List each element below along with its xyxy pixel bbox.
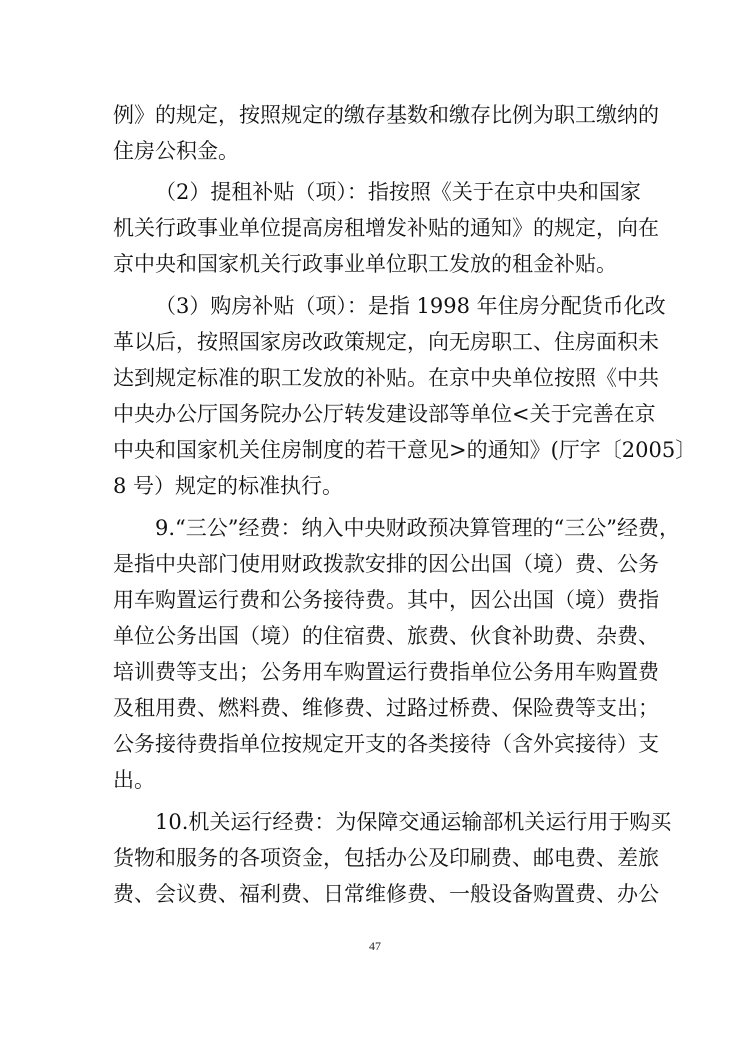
text-line: 9.“三公”经费：纳入中央财政预决算管理的“三公”经费， [155,516,680,540]
text-line: 是指中央部门使用财政拨款安排的因公出国（境）费、公务 [113,552,659,576]
text-line: 出。 [113,768,155,792]
text-line: 8 号）规定的标准执行。 [113,474,344,498]
text-line: 达到规定标准的职工发放的补贴。在京中央单位按照《中共 [113,366,659,390]
text-line: 住房公积金。 [113,139,239,163]
text-line: （3）购房补贴（项）：是指 1998 年住房分配货币化改 [155,294,666,318]
text-line: 货物和服务的各项资金，包括办公及印刷费、邮电费、差旅 [113,846,659,870]
text-line: 培训费等支出；公务用车购置运行费指单位公务用车购置费 [113,660,659,684]
text-line: 用车购置运行费和公务接待费。其中，因公出国（境）费指 [113,588,659,612]
text-line: 革以后，按照国家房改政策规定，向无房职工、住房面积未 [113,330,659,354]
text-line: 单位公务出国（境）的住宿费、旅费、伙食补助费、杂费、 [113,624,659,648]
text-line: 费、会议费、福利费、日常维修费、一般设备购置费、办公 [113,882,659,906]
text-line: 中央办公厅国务院办公厅转发建设部等单位<关于完善在京 [113,402,656,426]
text-line: 例》的规定，按照规定的缴存基数和缴存比例为职工缴纳的 [113,103,659,127]
text-line: （2）提租补贴（项）：指按照《关于在京中央和国家 [155,180,641,204]
page-number: 47 [369,939,381,953]
text-line: 机关行政事业单位提高房租增发补贴的通知》的规定，向在 [113,216,659,240]
text-line: 公务接待费指单位按规定开支的各类接待（含外宾接待）支 [113,732,659,756]
text-line: 中央和国家机关住房制度的若干意见>的通知》(厅字〔2005〕 [113,438,697,462]
text-line: 及租用费、燃料费、维修费、过路过桥费、保险费等支出； [113,696,659,720]
text-line: 京中央和国家机关行政事业单位职工发放的租金补贴。 [113,252,617,276]
text-line: 10.机关运行经费：为保障交通运输部机关运行用于购买 [155,810,672,834]
